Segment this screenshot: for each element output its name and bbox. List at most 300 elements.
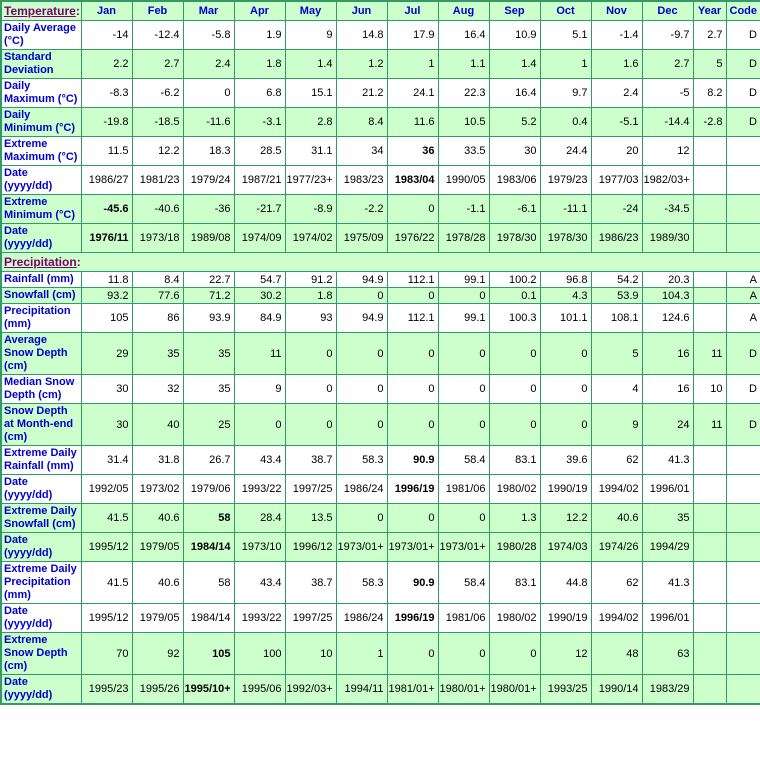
value-cell: -5.1 [591,108,642,137]
value-cell: 0 [387,375,438,404]
value-cell: 1978/28 [438,224,489,253]
value-cell: 16.4 [489,79,540,108]
value-cell: -6.1 [489,195,540,224]
value-cell [726,533,760,562]
value-cell: -2.2 [336,195,387,224]
value-cell: 43.4 [234,562,285,604]
value-cell: 124.6 [642,304,693,333]
value-cell: -14.4 [642,108,693,137]
value-cell: 40.6 [132,562,183,604]
row-label: Extreme Maximum (°C) [1,137,81,166]
table-row [1,50,760,79]
value-cell: 1.8 [234,50,285,79]
value-cell: 0 [387,633,438,675]
value-cell: A [726,272,760,288]
value-cell: 30 [81,404,132,446]
value-cell: 1981/23 [132,166,183,195]
value-cell: 14.8 [336,21,387,50]
value-cell: 1983/29 [642,675,693,705]
table-row [1,272,760,288]
table-row [1,108,760,137]
value-cell: -5.8 [183,21,234,50]
value-cell: 58.3 [336,446,387,475]
row-label: Date (yyyy/dd) [1,166,81,195]
value-cell: 1982/03+ [642,166,693,195]
value-cell: 1995/12 [81,533,132,562]
section-temperature-colon: : [75,4,80,18]
column-header-jan: Jan [81,1,132,21]
value-cell: 2.7 [132,50,183,79]
value-cell: 1977/23+ [285,166,336,195]
column-header-jun: Jun [336,1,387,21]
value-cell: 1974/09 [234,224,285,253]
value-cell: D [726,50,760,79]
value-cell: 1986/24 [336,475,387,504]
value-cell: 11 [234,333,285,375]
value-cell: 8.4 [132,272,183,288]
value-cell: 41.3 [642,446,693,475]
value-cell: 1995/12 [81,604,132,633]
value-cell: 1990/05 [438,166,489,195]
value-cell: 99.1 [438,272,489,288]
value-cell: 0 [285,404,336,446]
value-cell: 1996/01 [642,604,693,633]
value-cell: 0 [336,504,387,533]
value-cell [693,604,726,633]
value-cell: 0 [183,79,234,108]
value-cell: 100.3 [489,304,540,333]
value-cell: 10 [285,633,336,675]
value-cell: 1981/06 [438,475,489,504]
value-cell: 0 [336,333,387,375]
column-header-oct: Oct [540,1,591,21]
value-cell: 0 [387,195,438,224]
value-cell [726,562,760,604]
value-cell: 2.4 [591,79,642,108]
value-cell: 4.3 [540,288,591,304]
value-cell: 1973/18 [132,224,183,253]
value-cell: 94.9 [336,272,387,288]
value-cell: 31.1 [285,137,336,166]
row-label: Extreme Minimum (°C) [1,195,81,224]
value-cell: 31.4 [81,446,132,475]
table-row [1,195,760,224]
column-header-year: Year [693,1,726,21]
table-row [1,504,760,533]
value-cell: 0 [540,333,591,375]
value-cell: 39.6 [540,446,591,475]
value-cell: 58.4 [438,562,489,604]
value-cell [726,675,760,705]
value-cell: 9 [234,375,285,404]
value-cell: 2.8 [285,108,336,137]
value-cell [726,224,760,253]
value-cell [693,446,726,475]
value-cell: 1.4 [489,50,540,79]
table-row [1,675,760,705]
value-cell: 1977/03 [591,166,642,195]
row-label: Median Snow Depth (cm) [1,375,81,404]
value-cell: 1983/23 [336,166,387,195]
table-row [1,137,760,166]
value-cell: 11.5 [81,137,132,166]
value-cell: 0 [285,375,336,404]
value-cell: 1973/01+ [387,533,438,562]
row-label: Date (yyyy/dd) [1,224,81,253]
value-cell [693,533,726,562]
value-cell: 1973/01+ [438,533,489,562]
value-cell: 28.5 [234,137,285,166]
row-label: Snowfall (cm) [1,288,81,304]
value-cell: 0 [489,333,540,375]
value-cell: 1.8 [285,288,336,304]
value-cell [693,304,726,333]
value-cell: 1993/25 [540,675,591,705]
table-row [1,475,760,504]
value-cell: 41.5 [81,562,132,604]
value-cell: 30 [489,137,540,166]
value-cell: 1.6 [591,50,642,79]
value-cell: 12.2 [132,137,183,166]
value-cell [693,288,726,304]
table-row [1,21,760,50]
value-cell: 58 [183,504,234,533]
value-cell: 1979/06 [183,475,234,504]
column-header-feb: Feb [132,1,183,21]
value-cell: 101.1 [540,304,591,333]
value-cell: 63 [642,633,693,675]
row-label: Extreme Daily Rainfall (mm) [1,446,81,475]
row-label: Daily Maximum (°C) [1,79,81,108]
value-cell [726,475,760,504]
value-cell: 105 [183,633,234,675]
value-cell: 9 [591,404,642,446]
value-cell: 1.2 [336,50,387,79]
value-cell [726,604,760,633]
value-cell: 0 [336,288,387,304]
section-row-precipitation [1,253,760,272]
table-row [1,446,760,475]
value-cell: 1980/02 [489,475,540,504]
value-cell: 54.7 [234,272,285,288]
value-cell: 1980/01+ [489,675,540,705]
value-cell: 24 [642,404,693,446]
column-header-jul: Jul [387,1,438,21]
value-cell: 5.1 [540,21,591,50]
row-label: Daily Average (°C) [1,21,81,50]
value-cell: 22.7 [183,272,234,288]
value-cell: 1980/01+ [438,675,489,705]
value-cell: 30.2 [234,288,285,304]
value-cell: 1995/23 [81,675,132,705]
value-cell: D [726,404,760,446]
value-cell: 1 [387,50,438,79]
value-cell: 1979/05 [132,533,183,562]
value-cell: 24.1 [387,79,438,108]
value-cell: 1975/09 [336,224,387,253]
value-cell [693,633,726,675]
row-label: Average Snow Depth (cm) [1,333,81,375]
value-cell: 48 [591,633,642,675]
value-cell: 0 [489,375,540,404]
value-cell: 8.2 [693,79,726,108]
table-body [1,1,760,704]
value-cell: 1995/26 [132,675,183,705]
value-cell: 12.2 [540,504,591,533]
value-cell [693,195,726,224]
value-cell: 16 [642,375,693,404]
value-cell: 1976/22 [387,224,438,253]
value-cell: 1994/02 [591,604,642,633]
value-cell: 35 [642,504,693,533]
value-cell: 41.3 [642,562,693,604]
value-cell: -11.1 [540,195,591,224]
value-cell: 10 [693,375,726,404]
value-cell: 10.5 [438,108,489,137]
value-cell: 1973/10 [234,533,285,562]
value-cell: 0 [387,333,438,375]
section-precipitation-colon: : [76,255,81,269]
value-cell: D [726,79,760,108]
value-cell [726,166,760,195]
value-cell: 1983/04 [387,166,438,195]
value-cell: 44.8 [540,562,591,604]
value-cell: 1979/23 [540,166,591,195]
value-cell: 105 [81,304,132,333]
value-cell: 94.9 [336,304,387,333]
value-cell: -2.8 [693,108,726,137]
value-cell: 1.1 [438,50,489,79]
value-cell: -8.3 [81,79,132,108]
value-cell: -9.7 [642,21,693,50]
value-cell: 0 [438,633,489,675]
column-header-mar: Mar [183,1,234,21]
value-cell: -6.2 [132,79,183,108]
value-cell: 91.2 [285,272,336,288]
value-cell: 34 [336,137,387,166]
value-cell: 1984/14 [183,533,234,562]
value-cell: 0 [234,404,285,446]
value-cell: 0 [336,404,387,446]
row-label: Date (yyyy/dd) [1,604,81,633]
row-label: Snow Depth at Month-end (cm) [1,404,81,446]
value-cell: 1976/11 [81,224,132,253]
value-cell: -3.1 [234,108,285,137]
table-row [1,288,760,304]
row-label: Date (yyyy/dd) [1,675,81,705]
table-row [1,224,760,253]
value-cell: 32 [132,375,183,404]
value-cell: 1973/01+ [336,533,387,562]
row-label: Rainfall (mm) [1,272,81,288]
row-label: Date (yyyy/dd) [1,475,81,504]
value-cell: 1 [336,633,387,675]
table-row [1,375,760,404]
value-cell: 41.5 [81,504,132,533]
value-cell: 1996/01 [642,475,693,504]
value-cell: 2.7 [642,50,693,79]
value-cell: 0 [489,633,540,675]
row-label: Daily Minimum (°C) [1,108,81,137]
value-cell: 33.5 [438,137,489,166]
value-cell: 54.2 [591,272,642,288]
value-cell: 108.1 [591,304,642,333]
value-cell: 1996/19 [387,475,438,504]
value-cell: 1993/22 [234,475,285,504]
value-cell: 9.7 [540,79,591,108]
value-cell: 1992/03+ [285,675,336,705]
value-cell: -34.5 [642,195,693,224]
table-row [1,604,760,633]
value-cell: 92 [132,633,183,675]
value-cell: 1.9 [234,21,285,50]
value-cell: 13.5 [285,504,336,533]
value-cell: 38.7 [285,562,336,604]
value-cell: 86 [132,304,183,333]
value-cell: 1983/06 [489,166,540,195]
value-cell: -1.1 [438,195,489,224]
value-cell: 99.1 [438,304,489,333]
column-header-apr: Apr [234,1,285,21]
value-cell: -8.9 [285,195,336,224]
value-cell: 1973/02 [132,475,183,504]
value-cell: 2.7 [693,21,726,50]
value-cell: -14 [81,21,132,50]
value-cell: 28.4 [234,504,285,533]
value-cell: D [726,375,760,404]
value-cell: 1 [540,50,591,79]
row-label: Date (yyyy/dd) [1,533,81,562]
value-cell: 4 [591,375,642,404]
value-cell: 15.1 [285,79,336,108]
value-cell: 0.1 [489,288,540,304]
value-cell: 0 [438,333,489,375]
value-cell: 6.8 [234,79,285,108]
value-cell: 0.4 [540,108,591,137]
value-cell: 12 [540,633,591,675]
value-cell: 24.4 [540,137,591,166]
value-cell: 70 [81,633,132,675]
value-cell: 0 [438,504,489,533]
value-cell [693,475,726,504]
section-precipitation-title: Precipitation [4,255,77,269]
value-cell: D [726,21,760,50]
value-cell: 36 [387,137,438,166]
value-cell: 18.3 [183,137,234,166]
value-cell: 0 [387,288,438,304]
table-row [1,533,760,562]
value-cell: -45.6 [81,195,132,224]
value-cell: 35 [132,333,183,375]
value-cell: 40.6 [591,504,642,533]
value-cell [693,504,726,533]
column-header-aug: Aug [438,1,489,21]
value-cell: 58 [183,562,234,604]
table-row [1,79,760,108]
value-cell: 11.8 [81,272,132,288]
value-cell: 0 [489,404,540,446]
value-cell: 5 [591,333,642,375]
value-cell: 35 [183,333,234,375]
value-cell: D [726,333,760,375]
table-row [1,304,760,333]
value-cell: 1996/19 [387,604,438,633]
value-cell: 112.1 [387,272,438,288]
value-cell: 31.8 [132,446,183,475]
value-cell: 93.2 [81,288,132,304]
value-cell: 100.2 [489,272,540,288]
value-cell: 1994/11 [336,675,387,705]
value-cell: 58.4 [438,446,489,475]
value-cell: 2.4 [183,50,234,79]
value-cell: 1987/21 [234,166,285,195]
table-row [1,404,760,446]
value-cell [693,137,726,166]
value-cell: 1990/14 [591,675,642,705]
value-cell: 20 [591,137,642,166]
value-cell: 104.3 [642,288,693,304]
value-cell: A [726,304,760,333]
row-label: Extreme Daily Precipitation (mm) [1,562,81,604]
value-cell: 71.2 [183,288,234,304]
value-cell: -12.4 [132,21,183,50]
value-cell: 62 [591,562,642,604]
value-cell: 43.4 [234,446,285,475]
value-cell: 62 [591,446,642,475]
value-cell: -24 [591,195,642,224]
value-cell [726,633,760,675]
value-cell: 83.1 [489,446,540,475]
value-cell: 0 [285,333,336,375]
table-row [1,333,760,375]
value-cell: 8.4 [336,108,387,137]
value-cell: 1984/14 [183,604,234,633]
value-cell: 1990/19 [540,475,591,504]
value-cell: 11.6 [387,108,438,137]
value-cell [693,272,726,288]
value-cell: -21.7 [234,195,285,224]
value-cell: 1994/02 [591,475,642,504]
section-precipitation [1,253,760,272]
value-cell: 100 [234,633,285,675]
value-cell: 11 [693,404,726,446]
value-cell: 1980/02 [489,604,540,633]
value-cell: 0 [438,375,489,404]
table-row [1,633,760,675]
value-cell: A [726,288,760,304]
value-cell: -11.6 [183,108,234,137]
value-cell: 2.2 [81,50,132,79]
column-header-code: Code [726,1,760,21]
value-cell: 53.9 [591,288,642,304]
value-cell: 12 [642,137,693,166]
value-cell: 16.4 [438,21,489,50]
value-cell: -5 [642,79,693,108]
column-header-nov: Nov [591,1,642,21]
value-cell: 1974/26 [591,533,642,562]
value-cell: 90.9 [387,446,438,475]
value-cell: 0 [438,404,489,446]
column-header-dec: Dec [642,1,693,21]
value-cell: 90.9 [387,562,438,604]
value-cell: 1979/05 [132,604,183,633]
row-label: Standard Deviation [1,50,81,79]
value-cell: 0 [540,375,591,404]
value-cell: 1980/28 [489,533,540,562]
value-cell [693,562,726,604]
value-cell [726,137,760,166]
value-cell: 1990/19 [540,604,591,633]
